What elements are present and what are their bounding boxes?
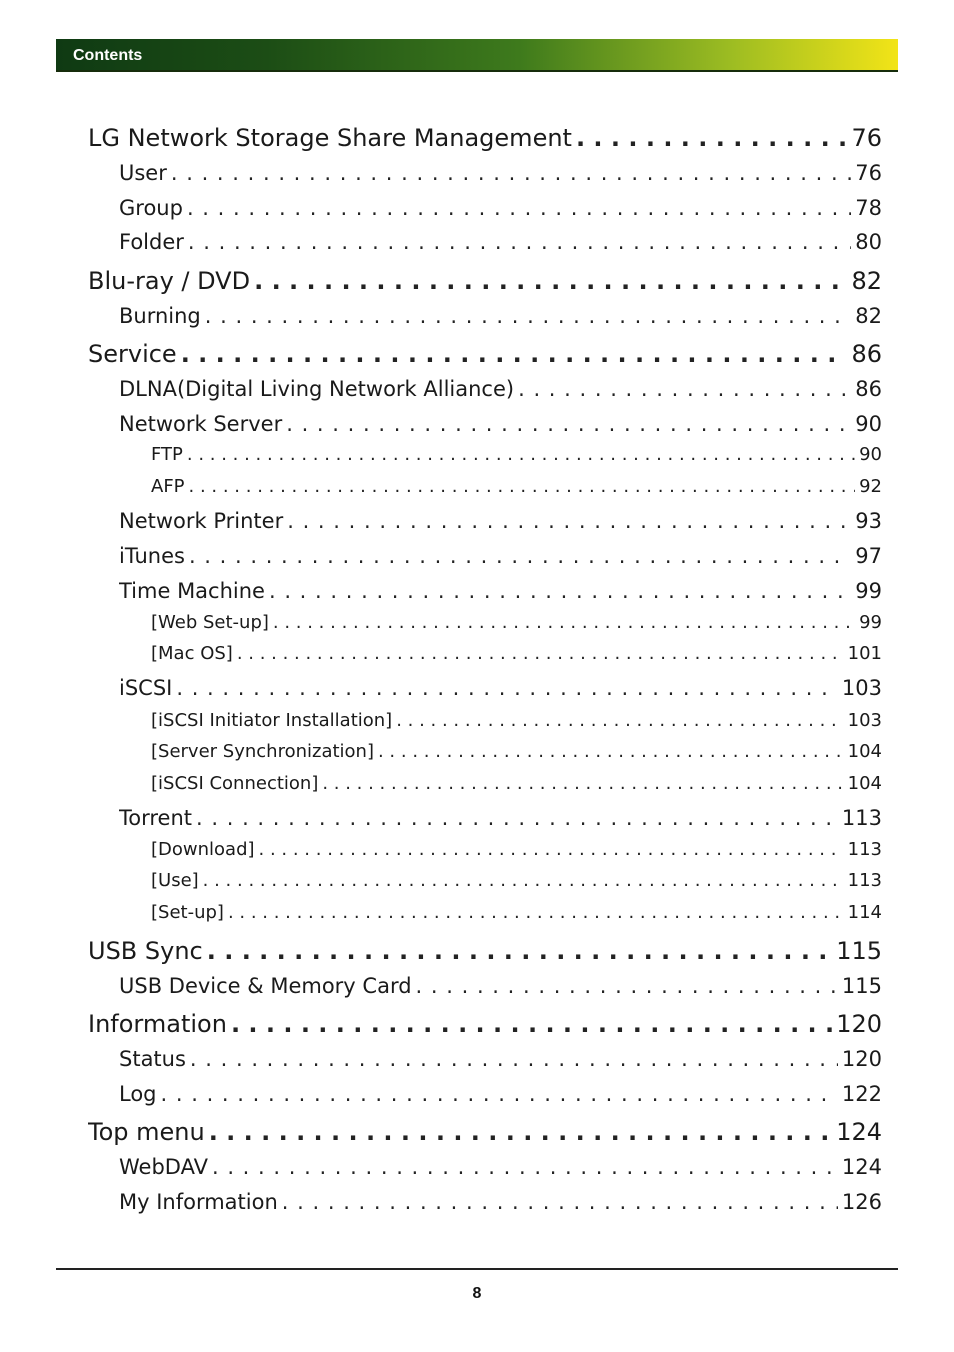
toc-entry-title: Folder — [119, 230, 184, 254]
toc-entry-level-3[interactable] — [151, 475, 882, 499]
toc-entry-page-number: 114 — [847, 902, 882, 923]
toc-entry-page-number: 82 — [851, 267, 882, 295]
toc-entry-level-2[interactable] — [119, 507, 882, 535]
toc-entry-level-2[interactable] — [119, 194, 882, 222]
dot-leader — [187, 443, 855, 467]
toc-entry-page-number: 99 — [855, 579, 882, 603]
toc-entry-level-1[interactable] — [88, 265, 882, 297]
toc-entry-title: USB Sync — [88, 937, 203, 965]
page-number: 8 — [472, 1285, 482, 1302]
dot-leader — [171, 159, 851, 187]
toc-entry-level-1[interactable] — [88, 338, 882, 370]
toc-entry-page-number: 93 — [855, 509, 882, 533]
toc-entry-title: Time Machine — [119, 579, 265, 603]
toc-entry-page-number: 82 — [855, 304, 882, 328]
dot-leader — [282, 1188, 838, 1216]
toc-entry-page-number: 97 — [855, 544, 882, 568]
toc-entry-page-number: 113 — [847, 870, 882, 891]
toc-entry-level-3[interactable] — [151, 869, 882, 893]
dot-leader — [322, 772, 843, 796]
toc-entry-level-2[interactable] — [119, 542, 882, 570]
toc-entry-page-number: 80 — [855, 230, 882, 254]
toc-entry-title: Blu-ray / DVD — [88, 267, 251, 295]
toc-entry-page-number: 76 — [855, 161, 882, 185]
dot-leader — [188, 228, 851, 256]
toc-entry-level-2[interactable] — [119, 804, 882, 832]
toc-entry-level-2[interactable] — [119, 577, 882, 605]
header-title: Contents — [73, 47, 143, 64]
toc-entry-page-number: 86 — [851, 340, 882, 368]
toc-entry-title: [Web Set-up] — [151, 612, 269, 633]
toc-entry-level-2[interactable] — [119, 159, 882, 187]
toc-entry-page-number: 115 — [841, 974, 882, 998]
toc-entry-page-number: 104 — [847, 741, 882, 762]
toc-entry-title: [Set-up] — [151, 902, 224, 923]
dot-leader — [287, 507, 851, 535]
dot-leader — [273, 611, 855, 635]
toc-entry-page-number: 92 — [859, 476, 882, 497]
dot-leader — [161, 1080, 838, 1108]
dot-leader — [205, 302, 852, 330]
toc-entry-page-number: 90 — [855, 412, 882, 436]
toc-entry-level-3[interactable] — [151, 740, 882, 764]
dot-leader — [378, 740, 844, 764]
toc-entry-level-2[interactable] — [119, 302, 882, 330]
toc-entry-page-number: 90 — [859, 444, 882, 465]
toc-entry-title: Service — [88, 340, 177, 368]
contents-header-bar — [56, 39, 898, 72]
dot-leader — [396, 709, 843, 733]
toc-entry-title: WebDAV — [119, 1155, 208, 1179]
dot-leader — [231, 1008, 832, 1040]
toc-entry-page-number: 78 — [855, 196, 882, 220]
toc-entry-page-number: 76 — [851, 124, 882, 152]
dot-leader — [286, 410, 851, 438]
toc-entry-title: LG Network Storage Share Management — [88, 124, 572, 152]
dot-leader — [203, 869, 844, 893]
toc-entry-title: USB Device & Memory Card — [119, 974, 412, 998]
toc-entry-title: DLNA(Digital Living Network Alliance) — [119, 377, 515, 401]
toc-entry-level-3[interactable] — [151, 709, 882, 733]
toc-entry-page-number: 122 — [841, 1082, 882, 1106]
toc-entry-level-1[interactable] — [88, 1116, 882, 1148]
dot-leader — [237, 642, 844, 666]
toc-entry-level-2[interactable] — [119, 1188, 882, 1216]
toc-entry-level-1[interactable] — [88, 935, 882, 967]
toc-entry-page-number: 120 — [841, 1047, 882, 1071]
toc-entry-title: Information — [88, 1010, 227, 1038]
toc-entry-title: [iSCSI Initiator Installation] — [151, 710, 393, 731]
toc-entry-title: [iSCSI Connection] — [151, 773, 319, 794]
toc-entry-title: [Use] — [151, 870, 199, 891]
toc-entry-page-number: 103 — [841, 676, 882, 700]
dot-leader — [176, 674, 838, 702]
toc-entry-level-3[interactable] — [151, 838, 882, 862]
toc-entry-level-2[interactable] — [119, 1045, 882, 1073]
toc-entry-page-number: 126 — [841, 1190, 882, 1214]
toc-entry-title: FTP — [151, 444, 183, 465]
dot-leader — [189, 542, 851, 570]
toc-entry-title: Group — [119, 196, 183, 220]
dot-leader — [416, 972, 838, 1000]
toc-entry-page-number: 124 — [841, 1155, 882, 1179]
toc-entry-title: [Mac OS] — [151, 643, 233, 664]
toc-entry-level-3[interactable] — [151, 901, 882, 925]
toc-entry-title: AFP — [151, 476, 185, 497]
toc-entry-page-number: 101 — [847, 643, 882, 664]
footer-divider — [56, 1268, 898, 1270]
dot-leader — [189, 475, 856, 499]
toc-entry-page-number: 124 — [836, 1118, 882, 1146]
toc-entry-level-2[interactable] — [119, 1153, 882, 1181]
toc-entry-level-3[interactable] — [151, 772, 882, 796]
toc-entry-page-number: 115 — [836, 937, 882, 965]
toc-entry-level-2[interactable] — [119, 410, 882, 438]
toc-entry-page-number: 86 — [855, 377, 882, 401]
dot-leader — [190, 1045, 838, 1073]
toc-entry-page-number: 113 — [847, 839, 882, 860]
toc-entry-page-number: 113 — [841, 806, 882, 830]
toc-entry-title: Status — [119, 1047, 186, 1071]
toc-entry-title: iTunes — [119, 544, 185, 568]
dot-leader — [576, 122, 848, 154]
toc-entry-title: My Information — [119, 1190, 278, 1214]
toc-entry-page-number: 120 — [836, 1010, 882, 1038]
toc-entry-title: User — [119, 161, 167, 185]
dot-leader — [254, 265, 847, 297]
dot-leader — [196, 804, 838, 832]
dot-leader — [187, 194, 851, 222]
dot-leader — [209, 1116, 832, 1148]
dot-leader — [228, 901, 844, 925]
toc-entry-title: Log — [119, 1082, 157, 1106]
toc-entry-level-2[interactable] — [119, 228, 882, 256]
toc-entry-title: Network Server — [119, 412, 283, 436]
toc-entry-title: [Download] — [151, 839, 255, 860]
toc-entry-title: Burning — [119, 304, 201, 328]
toc-entry-level-2[interactable] — [119, 674, 882, 702]
toc-entry-level-3[interactable] — [151, 611, 882, 635]
toc-entry-title: Top menu — [88, 1118, 205, 1146]
toc-entry-title: iSCSI — [119, 676, 173, 700]
toc-entry-page-number: 99 — [859, 612, 882, 633]
dot-leader — [207, 935, 832, 967]
toc-entry-level-1[interactable] — [88, 122, 882, 154]
dot-leader — [269, 577, 851, 605]
toc-entry-page-number: 103 — [847, 710, 882, 731]
toc-entry-level-3[interactable] — [151, 642, 882, 666]
toc-entry-level-3[interactable] — [151, 443, 882, 467]
dot-leader — [181, 338, 848, 370]
dot-leader — [259, 838, 844, 862]
dot-leader — [518, 375, 851, 403]
toc-entry-level-2[interactable] — [119, 375, 882, 403]
toc-entry-title: [Server Synchronization] — [151, 741, 374, 762]
toc-entry-level-2[interactable] — [119, 972, 882, 1000]
toc-entry-page-number: 104 — [847, 773, 882, 794]
dot-leader — [212, 1153, 838, 1181]
toc-entry-title: Network Printer — [119, 509, 284, 533]
toc-entry-title: Torrent — [119, 806, 193, 830]
toc-entry-level-2[interactable] — [119, 1080, 882, 1108]
toc-entry-level-1[interactable] — [88, 1008, 882, 1040]
